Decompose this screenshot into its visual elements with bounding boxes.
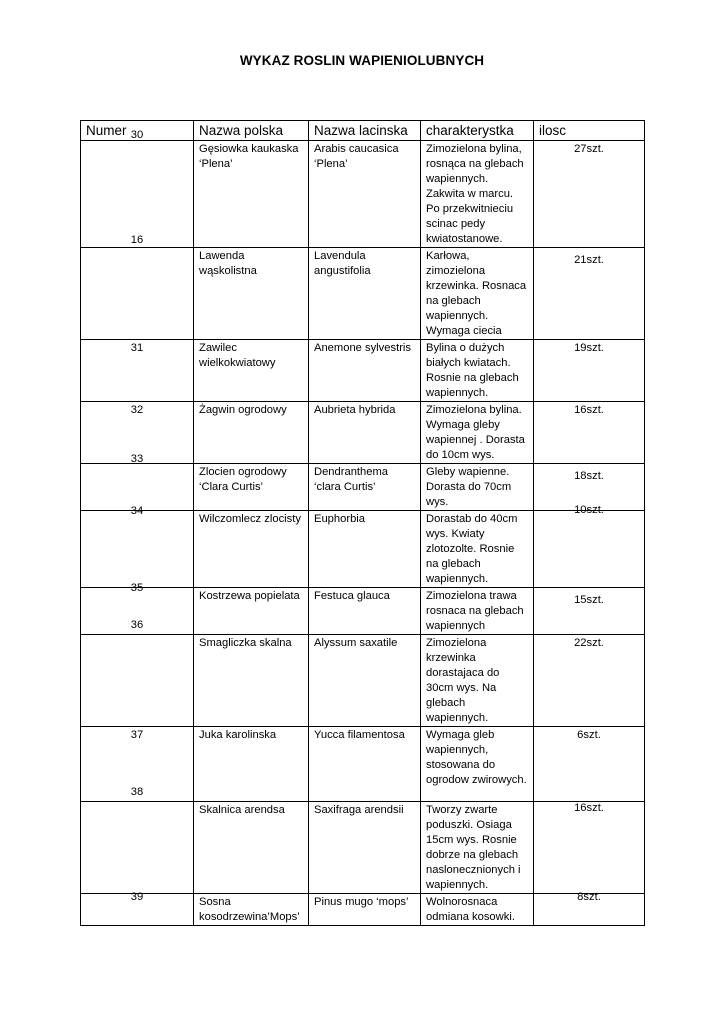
row-number: 31	[81, 340, 194, 402]
header-nazwa-lacinska: Nazwa lacinska	[309, 121, 421, 141]
table-row	[81, 511, 645, 588]
row-quantity: 27szt.	[534, 141, 645, 248]
header-ilosc: ilosc	[534, 121, 645, 141]
row-description: Zimozielona bylina, rosnąca na glebach wapiennych. Zakwita w marcu. Po przekwitnieciu scinac pedy kwiatostanowe.	[421, 141, 534, 248]
header-numer: Numer	[81, 121, 194, 141]
row-polish-name: Zlocien ogrodowy ‘Clara Curtis’	[194, 464, 309, 511]
row-latin-name: Dendranthema ‘clara Curtis’	[309, 464, 421, 511]
row-quantity: 16szt.	[534, 402, 645, 464]
row-number: 33	[81, 464, 194, 511]
row-latin-name: Saxifraga arendsii	[309, 802, 421, 894]
row-quantity: 21szt.	[534, 248, 645, 340]
row-quantity: 19szt.	[534, 340, 645, 402]
row-number: 35	[81, 588, 194, 635]
row-number: 38	[81, 802, 194, 894]
row-polish-name: Sosna kosodrzewina’Mops’	[194, 894, 309, 926]
row-quantity: 8szt.	[534, 894, 645, 926]
row-quantity: 15szt.	[534, 588, 645, 635]
row-description: Tworzy zwarte poduszki. Osiaga 15cm wys. Rosnie dobrze na glebach naslonecznionych i wapiennych.	[421, 802, 534, 894]
row-description: Wolnorosnaca odmiana kosowki.	[421, 894, 534, 926]
row-latin-name: Aubrieta hybrida	[309, 402, 421, 464]
row-number: 37	[81, 727, 194, 802]
row-description: Gleby wapienne. Dorasta do 70cm wys.	[421, 464, 534, 511]
table-row	[81, 464, 645, 511]
row-number: 16	[81, 248, 194, 340]
row-latin-name: Alyssum saxatile	[309, 635, 421, 727]
row-quantity: 22szt.	[534, 635, 645, 727]
row-description: Dorastab do 40cm wys. Kwiaty zlotozolte. Rosnie na glebach wapiennych.	[421, 511, 534, 588]
row-number: 34	[81, 511, 194, 588]
row-polish-name: Lawenda wąskolistna	[194, 248, 309, 340]
row-number: 39	[81, 894, 194, 926]
row-number: 36	[81, 635, 194, 727]
table-row	[81, 588, 645, 635]
row-number: 30	[81, 141, 194, 248]
row-polish-name: Smagliczka skalna	[194, 635, 309, 727]
table-row	[81, 141, 645, 248]
row-polish-name: Gęsiowka kaukaska ‘Plena’	[194, 141, 309, 248]
header-charakterystyka: charakterystka	[421, 121, 534, 141]
row-polish-name: Kostrzewa popielata	[194, 588, 309, 635]
table-row	[81, 402, 645, 464]
row-description: Wymaga gleb wapiennych, stosowana do ogrodow zwirowych.	[421, 727, 534, 802]
row-quantity: 16szt.	[534, 802, 645, 894]
table-row	[81, 340, 645, 402]
table-row	[81, 894, 645, 926]
document-title: WYKAZ ROSLIN WAPIENIOLUBNYCH	[239, 53, 485, 68]
row-latin-name: Arabis caucasica ‘Plena’	[309, 141, 421, 248]
row-quantity: 10szt.	[534, 511, 645, 588]
row-polish-name: Juka karolinska	[194, 727, 309, 802]
row-polish-name: Wilczomlecz zlocisty	[194, 511, 309, 588]
row-quantity: 6szt.	[534, 727, 645, 802]
table-row	[81, 635, 645, 727]
table-row	[81, 727, 645, 802]
row-latin-name: Yucca filamentosa	[309, 727, 421, 802]
row-polish-name: Zawilec wielkokwiatowy	[194, 340, 309, 402]
row-description: Bylina o dużych białych kwiatach. Rosnie na glebach wapiennych.	[421, 340, 534, 402]
row-number: 32	[81, 402, 194, 464]
table-row	[81, 248, 645, 340]
row-latin-name: Festuca glauca	[309, 588, 421, 635]
plants-table	[80, 120, 645, 926]
header-nazwa-polska: Nazwa polska	[194, 121, 309, 141]
row-latin-name: Anemone sylvestris	[309, 340, 421, 402]
row-description: Zimozielona trawa rosnaca na glebach wapiennych	[421, 588, 534, 635]
row-latin-name: Pinus mugo ‘mops’	[309, 894, 421, 926]
table-header-row	[81, 121, 645, 141]
row-polish-name: Skalnica arendsa	[194, 802, 309, 894]
row-description: Zimozielona krzewinka dorastajaca do 30cm wys. Na glebach wapiennych.	[421, 635, 534, 727]
row-description: Karłowa, zimozielona krzewinka. Rosnaca na glebach wapiennych. Wymaga ciecia	[421, 248, 534, 340]
row-latin-name: Lavendula angustifolia	[309, 248, 421, 340]
row-polish-name: Żagwin ogrodowy	[194, 402, 309, 464]
row-quantity: 18szt.	[534, 464, 645, 511]
row-description: Zimozielona bylina. Wymaga gleby wapiennej . Dorasta do 10cm wys.	[421, 402, 534, 464]
row-latin-name: Euphorbia	[309, 511, 421, 588]
table-row	[81, 802, 645, 894]
